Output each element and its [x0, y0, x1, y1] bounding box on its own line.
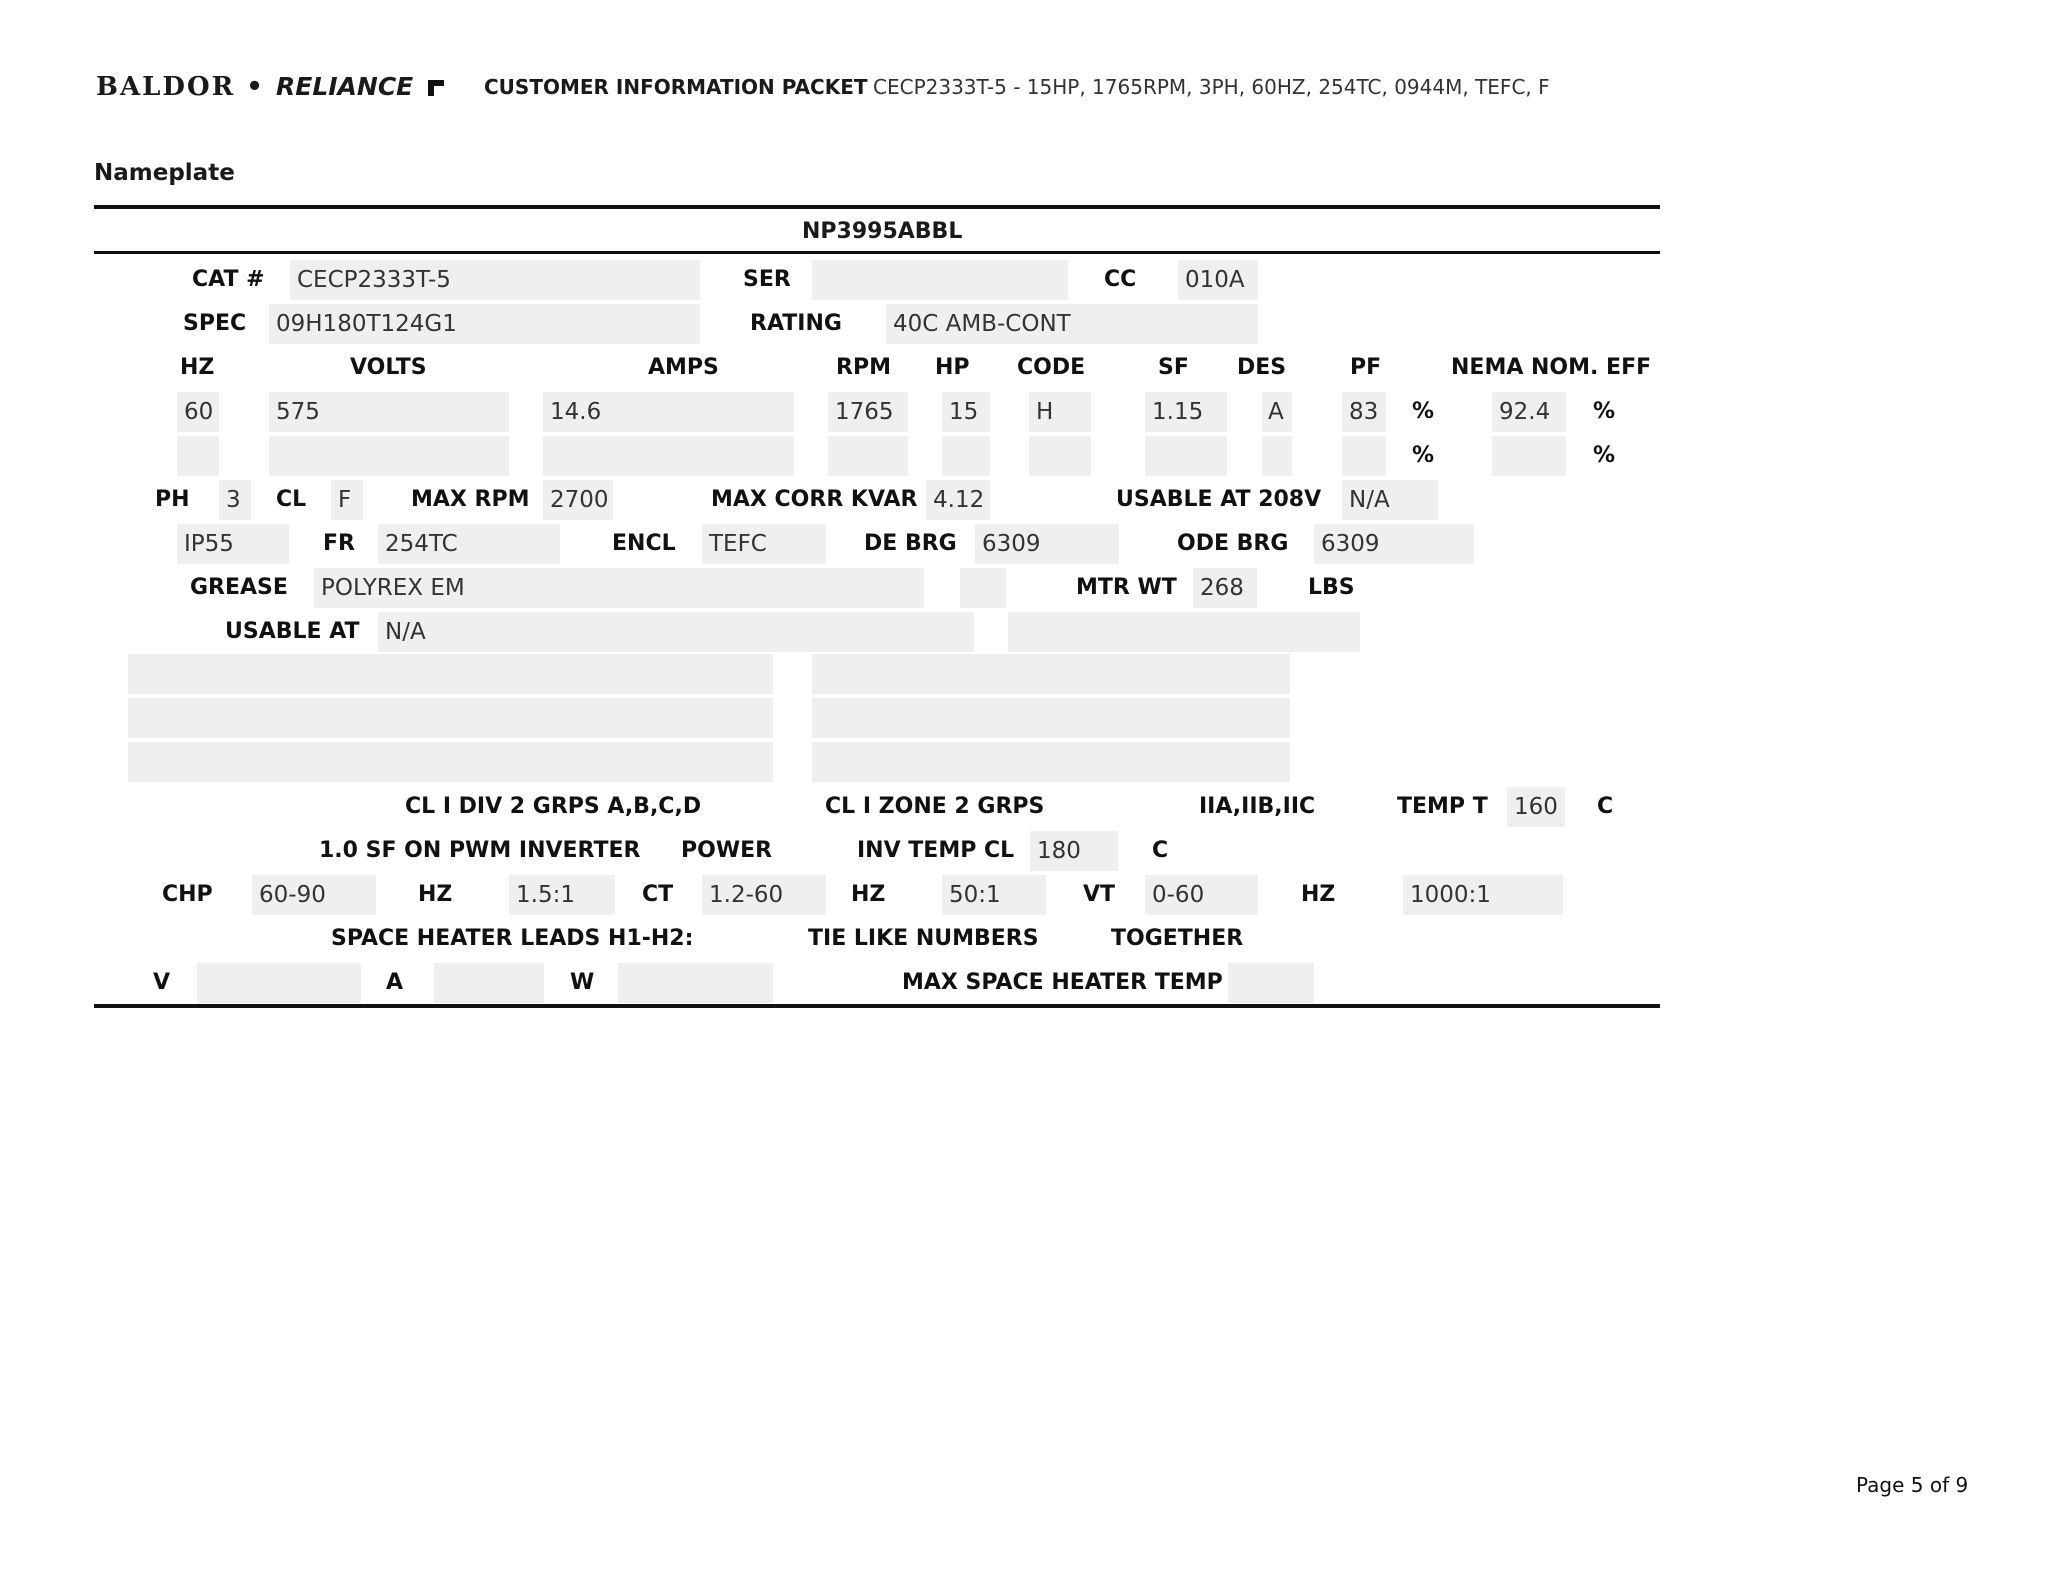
cl-zone-label: CL I ZONE 2 GRPS: [825, 794, 1045, 819]
blank-left-3: [128, 742, 773, 782]
hz-label: HZ: [180, 355, 215, 380]
hz-value-2: [177, 436, 219, 476]
chp-label: CHP: [162, 882, 213, 907]
grease-value: POLYREX EM: [314, 568, 924, 608]
vt-hz-label: HZ: [1301, 882, 1336, 907]
de-brg-label: DE BRG: [864, 531, 957, 556]
nema-eff-value-2: [1492, 436, 1566, 476]
des-value: A: [1262, 392, 1292, 432]
des-label: DES: [1237, 355, 1287, 380]
v-label: V: [153, 970, 171, 995]
usable-at-extra: [1008, 612, 1360, 652]
hz-value: 60: [177, 392, 219, 432]
sf-value-2: [1145, 436, 1227, 476]
code-value-2: [1029, 436, 1091, 476]
encl-label: ENCL: [612, 531, 676, 556]
max-heater-temp-label: MAX SPACE HEATER TEMP: [902, 970, 1223, 995]
nameplate-id: NP3995ABBL: [802, 219, 963, 244]
hp-value-2: [942, 436, 990, 476]
rpm-value-2: [828, 436, 908, 476]
ct-label: CT: [642, 882, 674, 907]
nema-eff-label: NEMA NOM. EFF: [1451, 355, 1652, 380]
ct-ratio-value: 50:1: [942, 875, 1046, 915]
cl-div-label: CL I DIV 2 GRPS A,B,C,D: [405, 794, 702, 819]
mtr-wt-value: 268: [1193, 568, 1257, 608]
ser-label: SER: [743, 267, 791, 292]
usable-208-label: USABLE AT 208V: [1116, 487, 1322, 512]
vt-label: VT: [1083, 882, 1116, 907]
amps-value-2: [543, 436, 794, 476]
grease-extra: [960, 568, 1006, 608]
chp-hz-label: HZ: [418, 882, 453, 907]
w-label: W: [570, 970, 595, 995]
pwm-label: 1.0 SF ON PWM INVERTER: [319, 838, 641, 863]
pf-percent-2: %: [1412, 443, 1435, 468]
max-rpm-label: MAX RPM: [411, 487, 530, 512]
hp-value: 15: [942, 392, 990, 432]
bottom-rule: [94, 1004, 1660, 1008]
together-label: TOGETHER: [1111, 926, 1244, 951]
power-label: POWER: [681, 838, 773, 863]
brand-logo: [96, 72, 444, 102]
v-value: [197, 963, 361, 1003]
amps-value: 14.6: [543, 392, 794, 432]
eff-percent: %: [1593, 399, 1616, 424]
max-corr-kvar-label: MAX CORR KVAR: [711, 487, 918, 512]
nema-eff-value: 92.4: [1492, 392, 1566, 432]
code-value: H: [1029, 392, 1091, 432]
fr-value: 254TC: [378, 524, 560, 564]
sf-value: 1.15: [1145, 392, 1227, 432]
sf-label: SF: [1158, 355, 1189, 380]
volts-value-2: [269, 436, 509, 476]
ct-hz-value: 1.2-60: [702, 875, 826, 915]
ser-value: [812, 260, 1068, 300]
fr-label: FR: [323, 531, 355, 556]
lbs-label: LBS: [1308, 575, 1355, 600]
a-label: A: [386, 970, 404, 995]
max-rpm-value: 2700: [543, 480, 613, 520]
pf-percent: %: [1412, 399, 1435, 424]
page-number: Page 5 of 9: [1856, 1473, 1969, 1497]
volts-value: 575: [269, 392, 509, 432]
reliance-mark-icon: [428, 80, 444, 96]
rating-label: RATING: [750, 311, 842, 336]
blank-left-2: [128, 698, 773, 738]
a-value: [434, 963, 544, 1003]
des-value-2: [1262, 436, 1292, 476]
volts-label: VOLTS: [350, 355, 427, 380]
cl-value: F: [331, 480, 363, 520]
encl-value: TEFC: [702, 524, 826, 564]
chp-ratio-value: 1.5:1: [509, 875, 615, 915]
rating-value: 40C AMB-CONT: [886, 304, 1258, 344]
usable-at-label: USABLE AT: [225, 619, 360, 644]
blank-right-2: [812, 698, 1290, 738]
section-title: Nameplate: [94, 160, 235, 186]
top-rule: [94, 205, 1660, 209]
inv-temp-cl-label: INV TEMP CL: [857, 838, 1015, 863]
ip-value: IP55: [177, 524, 289, 564]
de-brg-value: 6309: [975, 524, 1119, 564]
temp-t-value: 160: [1507, 787, 1565, 827]
pf-label: PF: [1350, 355, 1382, 380]
rpm-value: 1765: [828, 392, 908, 432]
ode-brg-value: 6309: [1314, 524, 1474, 564]
max-heater-temp-value: [1228, 963, 1314, 1003]
motor-description: CECP2333T-5 - 15HP, 1765RPM, 3PH, 60HZ, 254TC, 0944M, TEFC, F: [873, 75, 1550, 99]
code-label: CODE: [1017, 355, 1086, 380]
blank-right-1: [812, 654, 1290, 694]
ph-label: PH: [155, 487, 190, 512]
vt-ratio-value: 1000:1: [1403, 875, 1563, 915]
brand-reliance: RELIANCE: [275, 72, 414, 101]
rpm-label: RPM: [836, 355, 891, 380]
ode-brg-label: ODE BRG: [1177, 531, 1289, 556]
usable-at-value: N/A: [378, 612, 974, 652]
chp-hz-value: 60-90: [252, 875, 376, 915]
temp-t-label: TEMP T: [1397, 794, 1488, 819]
cc-label: CC: [1104, 267, 1137, 292]
groups-label: IIA,IIB,IIC: [1199, 794, 1316, 819]
cc-value: 010A: [1178, 260, 1258, 300]
hp-label: HP: [935, 355, 970, 380]
max-corr-kvar-value: 4.12: [926, 480, 990, 520]
grease-label: GREASE: [190, 575, 288, 600]
amps-label: AMPS: [648, 355, 719, 380]
blank-left-1: [128, 654, 773, 694]
cat-value: CECP2333T-5: [290, 260, 700, 300]
ct-hz-label: HZ: [851, 882, 886, 907]
packet-title: CUSTOMER INFORMATION PACKET: [484, 75, 868, 99]
brand-separator: •: [246, 72, 265, 102]
mtr-wt-label: MTR WT: [1076, 575, 1177, 600]
inv-temp-cl-value: 180: [1030, 831, 1118, 871]
vt-hz-value: 0-60: [1145, 875, 1258, 915]
cat-label: CAT #: [192, 267, 265, 292]
spec-label: SPEC: [183, 311, 247, 336]
usable-208-value: N/A: [1342, 480, 1438, 520]
title-rule: [94, 251, 1660, 254]
eff-percent-2: %: [1593, 443, 1616, 468]
heater-leads-label: SPACE HEATER LEADS H1-H2:: [331, 926, 694, 951]
ph-value: 3: [219, 480, 251, 520]
brand-baldor: BALDOR: [96, 72, 236, 102]
temp-t-unit: C: [1597, 794, 1614, 819]
pf-value-2: [1342, 436, 1386, 476]
blank-right-3: [812, 742, 1290, 782]
inv-temp-unit: C: [1152, 838, 1169, 863]
w-value: [618, 963, 773, 1003]
pf-value: 83: [1342, 392, 1386, 432]
cl-label: CL: [276, 487, 307, 512]
tie-like-label: TIE LIKE NUMBERS: [808, 926, 1039, 951]
spec-value: 09H180T124G1: [269, 304, 700, 344]
